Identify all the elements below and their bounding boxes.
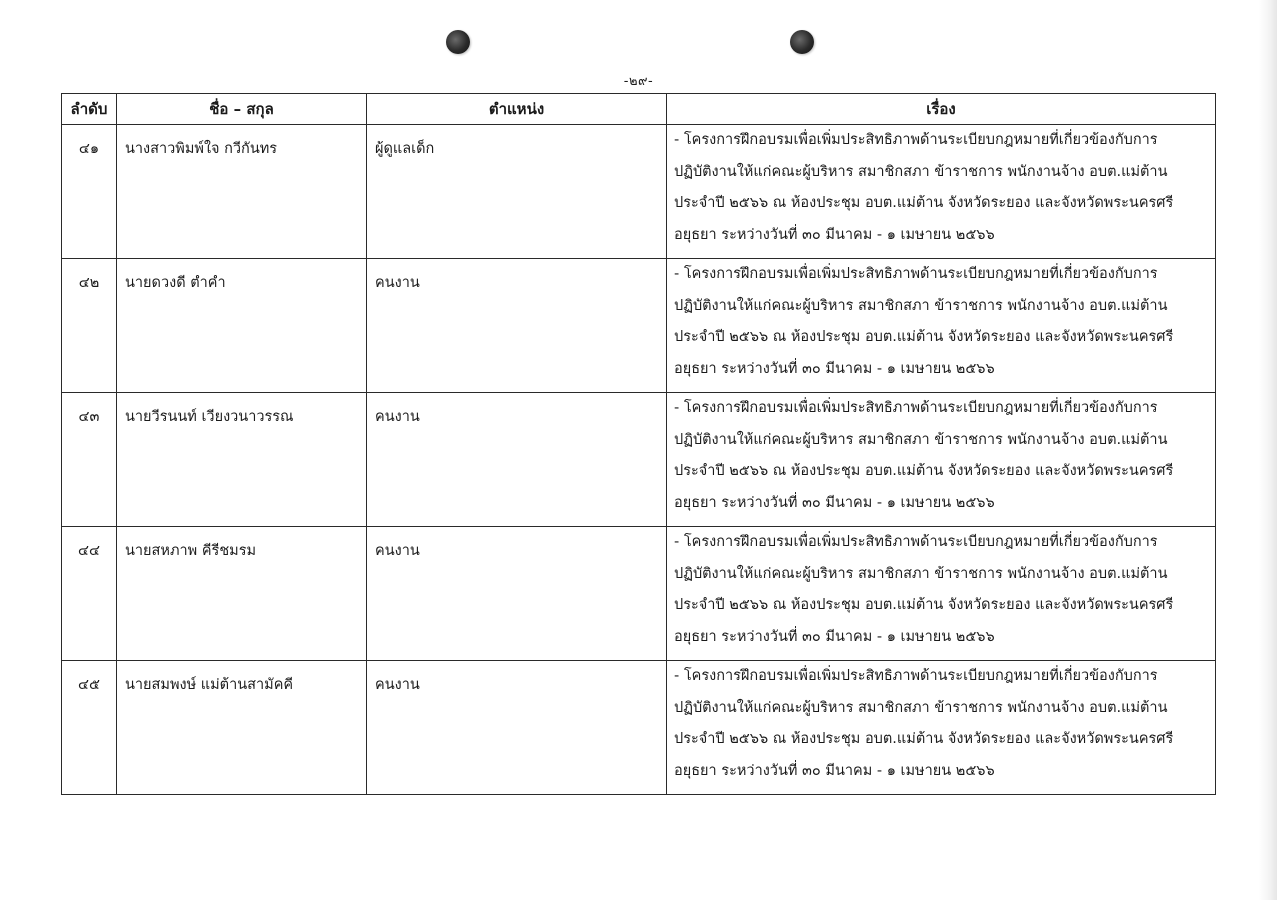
order-number: ๔๑ bbox=[78, 141, 100, 157]
position-cell bbox=[367, 259, 667, 393]
person-name: นางสาวพิมพ์ใจ กวีกันทร bbox=[125, 141, 278, 157]
subject-line: - โครงการฝึกอบรมเพื่อเพิ่มประสิทธิภาพด้านระเบียบกฎหมายที่เกี่ยวข้องกับการ bbox=[674, 400, 1158, 416]
page-edge-shadow bbox=[1259, 0, 1277, 900]
subject-cell bbox=[667, 527, 1216, 661]
punch-hole-right bbox=[790, 30, 814, 54]
name-cell bbox=[117, 125, 367, 259]
subject-line: ประจำปี ๒๕๖๖ ณ ห้องประชุม อบต.แม่ต้าน จังหวัดระยอง และจังหวัดพระนครศรี bbox=[674, 597, 1174, 613]
order-cell bbox=[62, 661, 117, 795]
person-name: นายสหภาพ คีรีชมรม bbox=[125, 543, 257, 559]
header-position: ตำแหน่ง bbox=[367, 94, 667, 125]
person-position: ผู้ดูแลเด็ก bbox=[375, 141, 435, 157]
subject-cell bbox=[667, 661, 1216, 795]
order-number: ๔๒ bbox=[78, 275, 100, 291]
subject-line: - โครงการฝึกอบรมเพื่อเพิ่มประสิทธิภาพด้านระเบียบกฎหมายที่เกี่ยวข้องกับการ bbox=[674, 534, 1158, 550]
subject-line: - โครงการฝึกอบรมเพื่อเพิ่มประสิทธิภาพด้านระเบียบกฎหมายที่เกี่ยวข้องกับการ bbox=[674, 132, 1158, 148]
subject-line: ประจำปี ๒๕๖๖ ณ ห้องประชุม อบต.แม่ต้าน จังหวัดระยอง และจังหวัดพระนครศรี bbox=[674, 329, 1174, 345]
subject-line: - โครงการฝึกอบรมเพื่อเพิ่มประสิทธิภาพด้านระเบียบกฎหมายที่เกี่ยวข้องกับการ bbox=[674, 668, 1158, 684]
person-name: นายสมพงษ์ แม่ต้านสามัคคี bbox=[125, 677, 294, 693]
subject-line: ประจำปี ๒๕๖๖ ณ ห้องประชุม อบต.แม่ต้าน จังหวัดระยอง และจังหวัดพระนครศรี bbox=[674, 463, 1174, 479]
position-cell bbox=[367, 661, 667, 795]
header-name: ชื่อ – สกุล bbox=[117, 94, 367, 125]
person-position: คนงาน bbox=[375, 275, 420, 291]
name-cell bbox=[117, 661, 367, 795]
subject-line: อยุธยา ระหว่างวันที่ ๓๐ มีนาคม - ๑ เมษายน ๒๕๖๖ bbox=[674, 360, 995, 377]
subject-line: ปฏิบัติงานให้แก่คณะผู้บริหาร สมาชิกสภา ข้าราชการ พนักงานจ้าง อบต.แม่ต้าน bbox=[674, 565, 1168, 582]
punch-hole-left bbox=[446, 30, 470, 54]
person-position: คนงาน bbox=[375, 677, 420, 693]
order-cell bbox=[62, 527, 117, 661]
subject-line: ปฏิบัติงานให้แก่คณะผู้บริหาร สมาชิกสภา ข้าราชการ พนักงานจ้าง อบต.แม่ต้าน bbox=[674, 297, 1168, 314]
subject-line: ปฏิบัติงานให้แก่คณะผู้บริหาร สมาชิกสภา ข้าราชการ พนักงานจ้าง อบต.แม่ต้าน bbox=[674, 163, 1168, 180]
subject-line: อยุธยา ระหว่างวันที่ ๓๐ มีนาคม - ๑ เมษายน ๒๕๖๖ bbox=[674, 628, 995, 645]
table-header-row bbox=[62, 94, 1216, 125]
name-cell bbox=[117, 393, 367, 527]
order-cell bbox=[62, 393, 117, 527]
person-name: นายดวงดี ตำคำ bbox=[125, 275, 226, 291]
table-row bbox=[62, 527, 1216, 661]
person-position: คนงาน bbox=[375, 409, 420, 425]
name-cell bbox=[117, 259, 367, 393]
subject-cell bbox=[667, 125, 1216, 259]
subject-line: ประจำปี ๒๕๖๖ ณ ห้องประชุม อบต.แม่ต้าน จังหวัดระยอง และจังหวัดพระนครศรี bbox=[674, 731, 1174, 747]
subject-line: อยุธยา ระหว่างวันที่ ๓๐ มีนาคม - ๑ เมษายน ๒๕๖๖ bbox=[674, 762, 995, 779]
table-row bbox=[62, 661, 1216, 795]
subject-line: ปฏิบัติงานให้แก่คณะผู้บริหาร สมาชิกสภา ข้าราชการ พนักงานจ้าง อบต.แม่ต้าน bbox=[674, 699, 1168, 716]
position-cell bbox=[367, 125, 667, 259]
order-number: ๔๔ bbox=[78, 543, 100, 559]
personnel-table bbox=[61, 93, 1216, 795]
name-cell bbox=[117, 527, 367, 661]
table-row bbox=[62, 393, 1216, 527]
position-cell bbox=[367, 393, 667, 527]
subject-line: ประจำปี ๒๕๖๖ ณ ห้องประชุม อบต.แม่ต้าน จังหวัดระยอง และจังหวัดพระนครศรี bbox=[674, 195, 1174, 211]
order-number: ๔๕ bbox=[78, 677, 100, 693]
table-row bbox=[62, 259, 1216, 393]
order-number: ๔๓ bbox=[78, 409, 100, 425]
page-number: -๒๙- bbox=[623, 74, 654, 89]
header-subject: เรื่อง bbox=[667, 94, 1216, 125]
person-name: นายวีรนนท์ เวียงวนาวรรณ bbox=[125, 409, 294, 425]
position-cell bbox=[367, 527, 667, 661]
order-cell bbox=[62, 125, 117, 259]
header-order: ลำดับ bbox=[62, 94, 117, 125]
subject-line: อยุธยา ระหว่างวันที่ ๓๐ มีนาคม - ๑ เมษายน ๒๕๖๖ bbox=[674, 226, 995, 243]
subject-line: ปฏิบัติงานให้แก่คณะผู้บริหาร สมาชิกสภา ข้าราชการ พนักงานจ้าง อบต.แม่ต้าน bbox=[674, 431, 1168, 448]
subject-line: อยุธยา ระหว่างวันที่ ๓๐ มีนาคม - ๑ เมษายน ๒๕๖๖ bbox=[674, 494, 995, 511]
person-position: คนงาน bbox=[375, 543, 420, 559]
subject-line: - โครงการฝึกอบรมเพื่อเพิ่มประสิทธิภาพด้านระเบียบกฎหมายที่เกี่ยวข้องกับการ bbox=[674, 266, 1158, 282]
order-cell bbox=[62, 259, 117, 393]
subject-cell bbox=[667, 259, 1216, 393]
table-row bbox=[62, 125, 1216, 259]
subject-cell bbox=[667, 393, 1216, 527]
